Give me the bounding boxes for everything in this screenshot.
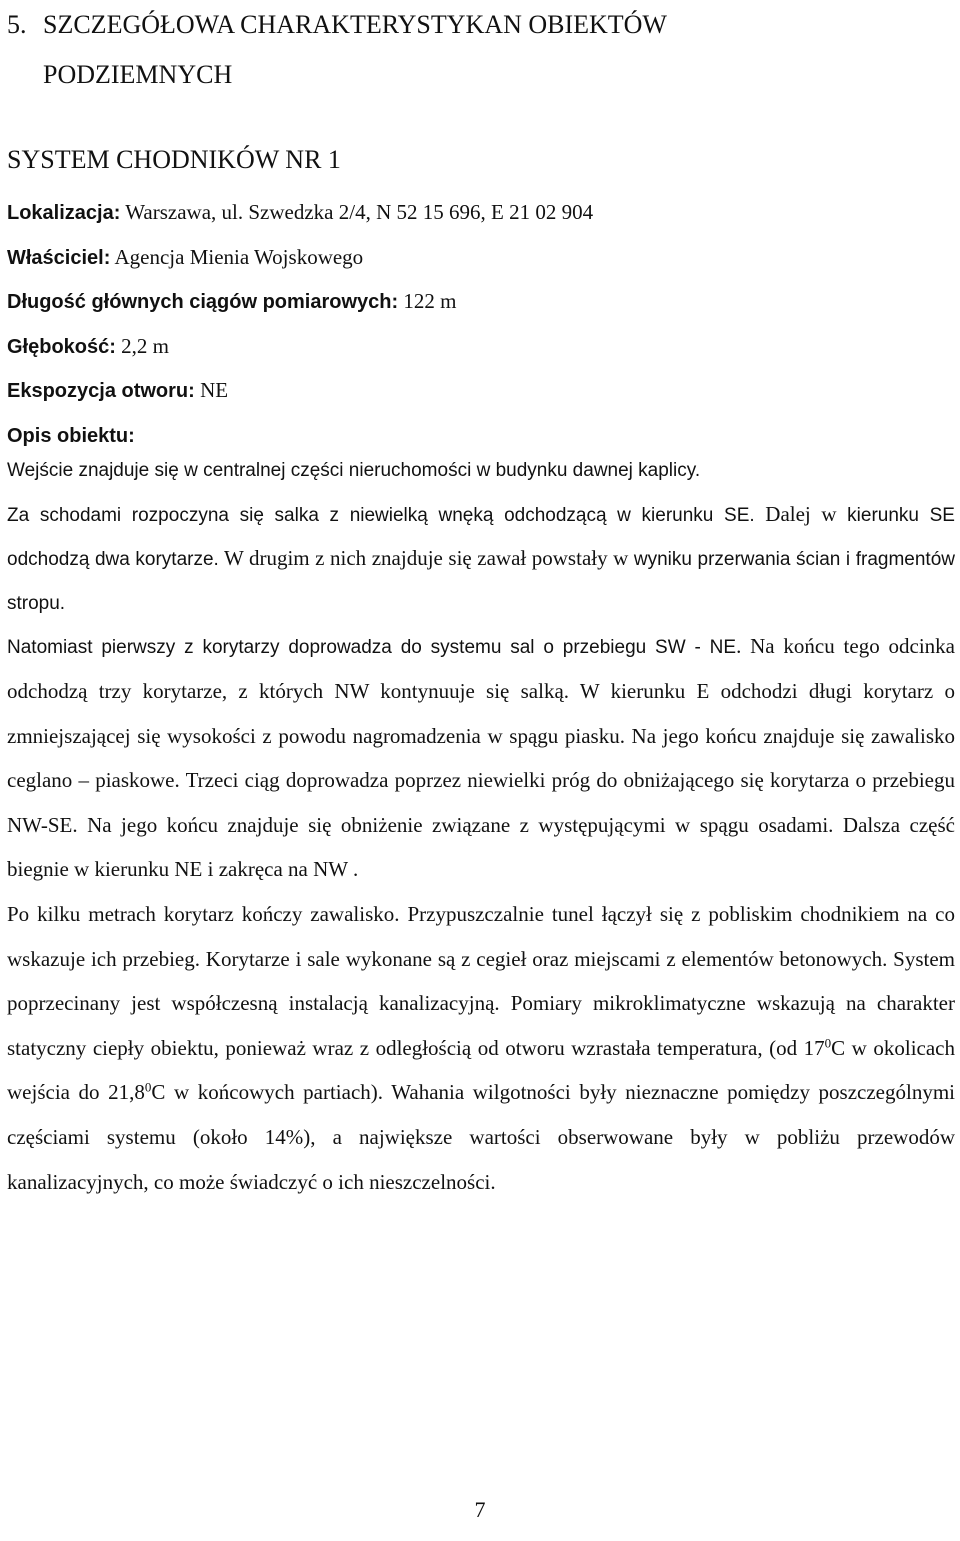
paragraph-2-part-d: W drugim z nich znajduje się zawał powstały w: [218, 546, 634, 571]
object-description: [7, 449, 955, 1205]
owner-label: Właściciel:: [7, 246, 111, 269]
exposure-label: Ekspozycja otworu:: [7, 380, 195, 402]
paragraph-2-part-b: Dalej w: [754, 501, 848, 526]
paragraph-4-part-c: C w końcowych partiach). Wahania wilgotności były nieznaczne pomiędzy poszczególnymi częściami systemu (około 14%), a największe wartości obserwowane były w pobliżu przewodów kanalizacyjnych, co może świadczyć o ich nieszczelności.: [7, 1080, 955, 1194]
location-row: [7, 191, 952, 236]
paragraph-2-part-c: kierunku SE odchodzą dwa korytarze.: [7, 504, 955, 571]
paragraph-1-text: Wejście znajduje się w centralnej części nieruchomości w budynku dawnej kaplicy.: [7, 460, 701, 481]
length-value: 122 m: [398, 289, 457, 313]
depth-label: Głębokość:: [7, 335, 116, 358]
length-row: [7, 280, 952, 325]
paragraph-2-part-a: Za schodami rozpoczyna się salka z niewielką wnęką odchodzącą w kierunku SE.: [7, 504, 755, 526]
description-label: Opis obiektu:: [7, 424, 135, 447]
chapter-number: 5.: [7, 10, 27, 39]
description-paragraph-3: [7, 625, 955, 893]
description-paragraph-2: [7, 493, 955, 626]
location-label: Lokalizacja:: [7, 202, 121, 224]
depth-value: 2,2 m: [115, 333, 170, 358]
owner-row: [7, 236, 952, 281]
paragraph-2-part-e: wyniku przerwania ścian i fragmentów stropu.: [7, 549, 955, 614]
owner-value: Agencja Mienia Wojskowego: [110, 244, 364, 269]
temperature-superscript-2: 0: [144, 1079, 152, 1095]
description-paragraph-1: [7, 449, 955, 493]
exposure-row: [7, 369, 952, 414]
depth-row: [7, 325, 952, 370]
location-value-a: Warszawa, ul.: [120, 200, 244, 224]
chapter-title: [7, 0, 947, 100]
chapter-title-line1: SZCZEGÓŁOWA CHARAKTERYSTYKAN OBIEKTÓW: [43, 10, 667, 39]
paragraph-3-part-a: Natomiast pierwszy z korytarzy doprowadza do systemu sal o przebiegu SW - NE: [7, 637, 737, 659]
length-label: Długość głównych ciągów pomiarowych:: [7, 291, 399, 313]
temperature-superscript-1: 0: [824, 1035, 832, 1051]
chapter-title-line2: PODZIEMNYCH: [43, 60, 233, 89]
description-paragraph-4: [7, 893, 955, 1205]
section-title: SYSTEM CHODNIKÓW NR 1: [7, 145, 341, 174]
exposure-value: NE: [194, 378, 229, 402]
page-number: 7: [474, 1497, 486, 1522]
paragraph-4-part-b: C w okolicach wejścia do 21,8: [7, 1035, 955, 1105]
object-metadata: [7, 191, 952, 458]
paragraph-4-part-a: Po kilku metrach korytarz kończy zawalisko. Przypuszczalnie tunel łączył się z pobliskim chodnikiem na co wskazuje ich przebieg. Korytarze i sale wykonane są z cegieł oraz miejscami z elementów betonowych. System poprzecinany jest współczesną instalacją kanalizacyjną. Pomiary mikroklimatyczne wskazują na charakter statyczny ciepły obiektu, ponieważ wraz z odległością od otworu wzrastała temperatura, (od 17: [7, 901, 955, 1060]
paragraph-3-part-b: . Na końcu tego odcinka odchodzą trzy korytarze, z których NW kontynuuje się salką. W kierunku E odchodzi długi korytarz o zmniejszającej się wysokości z powodu nagromadzenia w spągu piasku. Na jego końcu znajduje się zawalisko ceglano – piaskowe. Trzeci ciąg doprowadza poprzez niewielki próg do obniżającego się korytarza o przebiegu NW-SE. Na jego końcu znajduje się obniżenie związane z występującymi w spągu osadami. Dalsza część biegnie w kierunku NE i zakręca na NW .: [7, 634, 955, 882]
location-value-b: Szwedzka 2/4, N 52 15 696, E 21 02 904: [243, 200, 594, 224]
